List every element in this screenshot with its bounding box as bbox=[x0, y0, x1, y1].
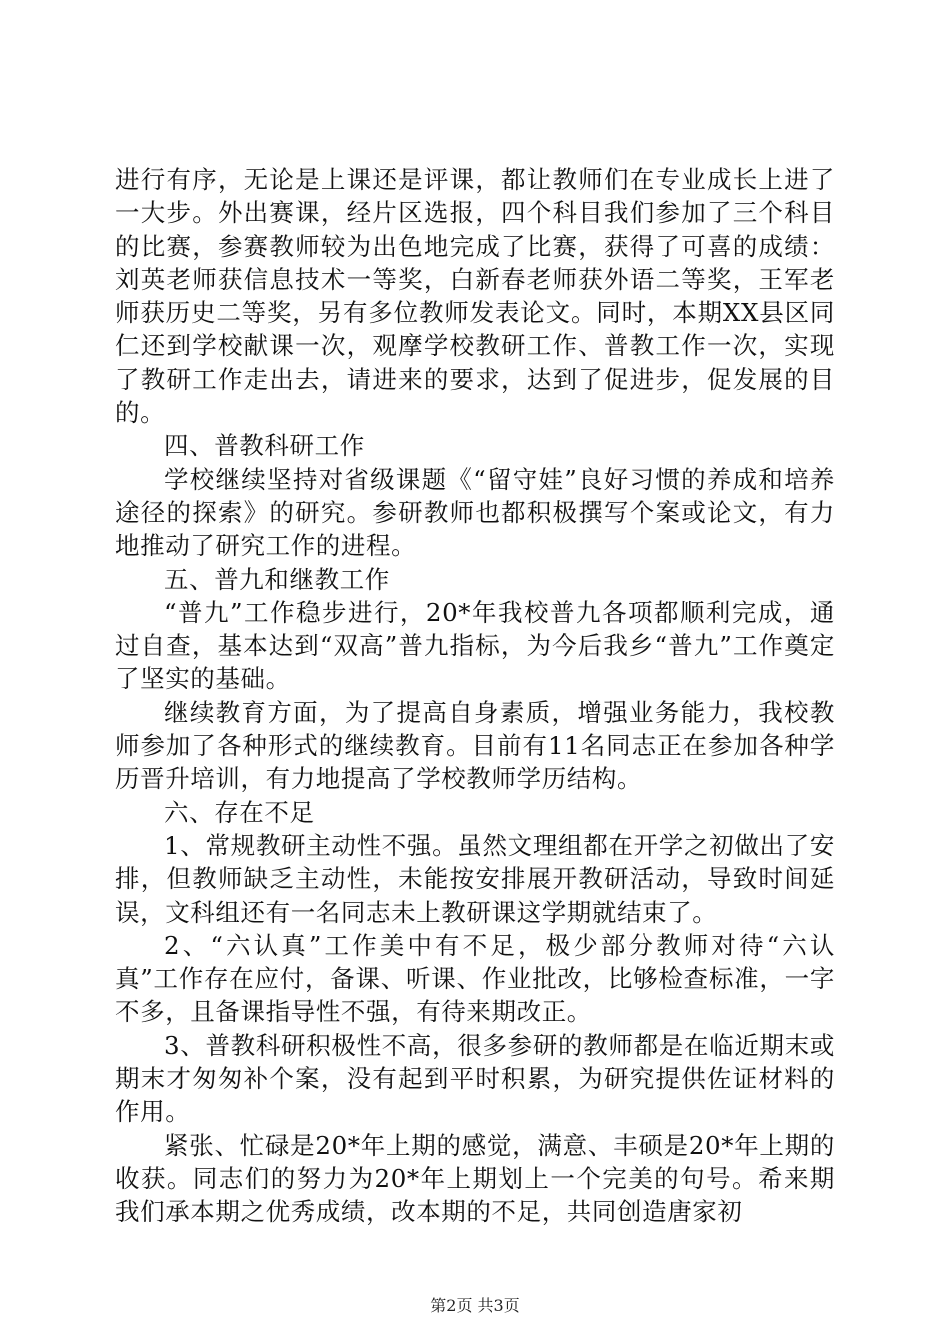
paragraph-teaching-research-continued: 进行有序，无论是上课还是评课，都让教师们在专业成长上进了一大步。外出赛课，经片区选报，四个科目我们参加了三个科目的比赛，参赛教师较为出色地完成了比赛，获得了可喜的成绩：刘英老师获信息技术一等奖，白新春老师获外语二等奖，王军老师获历史二等奖，另有多位教师发表论文。同时，本期XX县区同仁还到学校献课一次，观摩学校教研工作、普教工作一次，实现了教研工作走出去，请进来的要求，达到了促进步，促发展的目的。 bbox=[115, 165, 835, 428]
paragraph-continuing-education: 继续教育方面，为了提高自身素质，增强业务能力，我校教师参加了各种形式的继续教育。目前有11名同志正在参加各种学历晋升培训，有力地提高了学校教师学历结构。 bbox=[115, 697, 835, 794]
section-heading-5: 五、普九和继教工作 bbox=[164, 564, 390, 594]
section-heading-4: 四、普教科研工作 bbox=[164, 431, 365, 461]
paragraph-shortcoming-2: 2、“六认真”工作美中有不足，极少部分教师对待“六认真”工作存在应付，备课、听课、作业批改，比够检查标准，一字不多，且备课指导性不强，有待来期改正。 bbox=[115, 930, 835, 1027]
paragraph-shortcoming-3: 3、普教科研积极性不高，很多参研的教师都是在临近期末或期末才匆匆补个案，没有起到平时积累，为研究提供佐证材料的作用。 bbox=[115, 1030, 835, 1127]
paragraph-compulsory-education: “普九”工作稳步进行，20*年我校普九各项都顺利完成，通过自查，基本达到“双高”普九指标，为今后我乡“普九”工作奠定了坚实的基础。 bbox=[115, 597, 835, 694]
document-body bbox=[115, 163, 835, 1229]
paragraph-research-project: 学校继续坚持对省级课题《“留守娃”良好习惯的养成和培养途径的探索》的研究。参研教师也都积极撰写个案或论文，有力地推动了研究工作的进程。 bbox=[115, 464, 835, 561]
paragraph-shortcoming-1: 1、常规教研主动性不强。虽然文理组都在开学之初做出了安排，但教师缺乏主动性，未能按安排展开教研活动，导致时间延误，文科组还有一名同志未上教研课这学期就结束了。 bbox=[115, 830, 835, 927]
paragraph-conclusion: 紧张、忙碌是20*年上期的感觉，满意、丰硕是20*年上期的收获。同志们的努力为20*年上期划上一个完美的句号。希来期我们承本期之优秀成绩，改本期的不足，共同创造唐家初 bbox=[115, 1130, 835, 1227]
page-number-footer: 第2页 共3页 bbox=[430, 1296, 520, 1315]
section-heading-6: 六、存在不足 bbox=[164, 797, 315, 827]
